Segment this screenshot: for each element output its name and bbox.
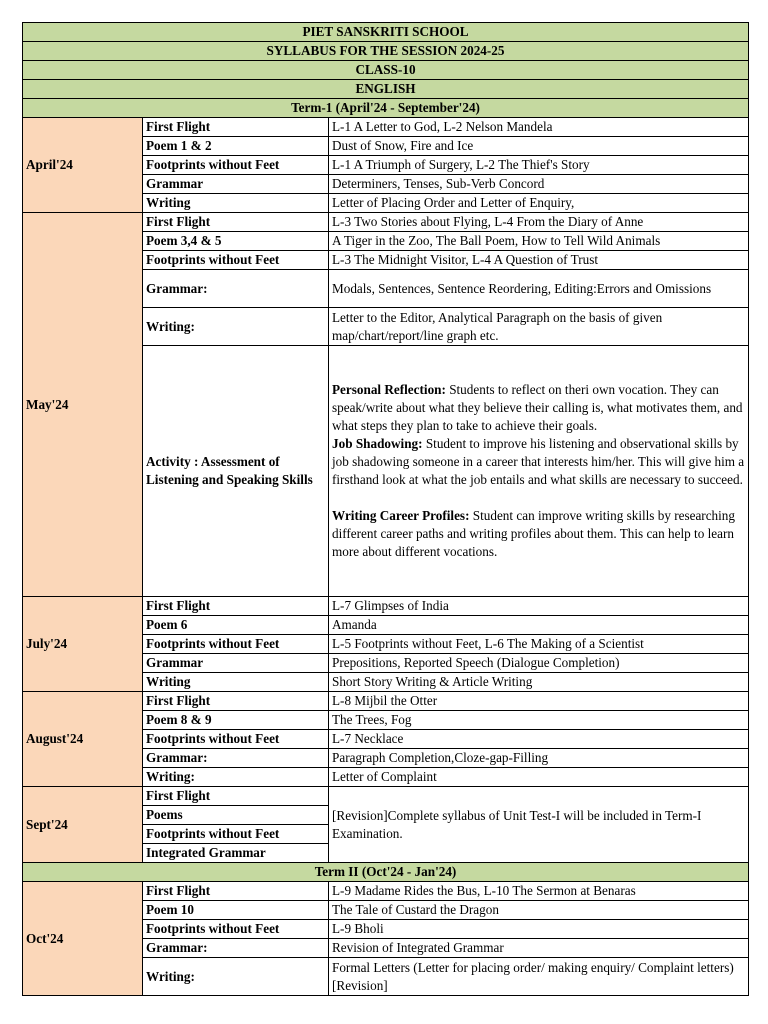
subject-cell: Poem 8 & 9 [143,711,329,730]
table-row [23,882,749,901]
subject-cell: Poem 10 [143,901,329,920]
subject-cell: Grammar: [143,270,329,308]
subject-cell: Footprints without Feet [143,251,329,270]
term2-heading: Term II (Oct'24 - Jan'24) [23,863,749,882]
subject-cell: First Flight [143,787,329,806]
personal-reflection-text: Students to reflect on theri own vocation. They can speak/write about what they believe their calling is, what motivates them, and what steps they plan to take to achieve their goals. [332,382,743,433]
subject-cell: Footprints without Feet [143,825,329,844]
month-sept: Sept'24 [23,787,143,863]
content-cell: Revision of Integrated Grammar [329,939,749,958]
subject-cell: First Flight [143,597,329,616]
month-may: May'24 [23,213,143,597]
job-shadowing-paragraph [332,435,745,489]
content-cell: Letter of Complaint [329,768,749,787]
subject-cell: Grammar: [143,939,329,958]
subject-cell: First Flight [143,692,329,711]
content-cell: L-1 A Letter to God, L-2 Nelson Mandela [329,118,749,137]
career-profiles-text: Student can improve writing skills by researching different career paths and writing profiles about them. This can help to learn more about different vocations. [332,508,735,559]
table-row [23,118,749,137]
content-cell: Determiners, Tenses, Sub-Verb Concord [329,175,749,194]
subject-cell: Writing [143,194,329,213]
month-july: July'24 [23,597,143,692]
paragraph-spacer [332,489,745,507]
content-cell: L-1 A Triumph of Surgery, L-2 The Thief's Story [329,156,749,175]
career-profiles-paragraph [332,507,745,561]
content-cell: Prepositions, Reported Speech (Dialogue Completion) [329,654,749,673]
content-cell: L-3 Two Stories about Flying, L-4 From the Diary of Anne [329,213,749,232]
personal-reflection-paragraph [332,381,745,435]
content-cell: The Trees, Fog [329,711,749,730]
month-august: August'24 [23,692,143,787]
content-cell: Paragraph Completion,Cloze-gap-Filling [329,749,749,768]
activity-description [329,346,749,597]
subject-title: ENGLISH [23,80,749,99]
table-row [23,213,749,232]
activity-label: Activity : Assessment of Listening and Speaking Skills [143,346,329,597]
school-name: PIET SANSKRITI SCHOOL [23,23,749,42]
content-cell: Short Story Writing & Article Writing [329,673,749,692]
subject-cell: Writing [143,673,329,692]
month-april: April'24 [23,118,143,213]
content-cell: Modals, Sentences, Sentence Reordering, Editing:Errors and Omissions [329,270,749,308]
sept-revision-line2: Examination. [332,825,403,841]
subject-cell: Footprints without Feet [143,730,329,749]
content-cell: L-3 The Midnight Visitor, L-4 A Question of Trust [329,251,749,270]
subject-cell: Poem 6 [143,616,329,635]
personal-reflection-heading: Personal Reflection: [332,382,446,397]
session-title: SYLLABUS FOR THE SESSION 2024-25 [23,42,749,61]
subject-cell: First Flight [143,118,329,137]
content-cell: Dust of Snow, Fire and Ice [329,137,749,156]
content-cell: L-8 Mijbil the Otter [329,692,749,711]
subject-cell: Grammar [143,654,329,673]
subject-cell: Writing: [143,958,329,996]
subject-cell: Writing: [143,768,329,787]
subject-cell: Poems [143,806,329,825]
subject-cell: First Flight [143,213,329,232]
content-cell: L-9 Bholi [329,920,749,939]
content-cell: L-5 Footprints without Feet, L-6 The Making of a Scientist [329,635,749,654]
subject-cell: Footprints without Feet [143,635,329,654]
syllabus-table [22,22,749,996]
career-profiles-heading: Writing Career Profiles: [332,508,470,523]
content-cell: L-7 Glimpses of India [329,597,749,616]
content-cell: Formal Letters (Letter for placing order/ making enquiry/ Complaint letters) [Revision] [329,958,749,996]
content-cell: The Tale of Custard the Dragon [329,901,749,920]
subject-cell: Footprints without Feet [143,156,329,175]
subject-cell: Poem 3,4 & 5 [143,232,329,251]
content-cell: L-7 Necklace [329,730,749,749]
subject-cell: Grammar [143,175,329,194]
subject-cell: Integrated Grammar [143,844,329,863]
content-cell: Letter of Placing Order and Letter of Enquiry, [329,194,749,213]
term1-heading: Term-1 (April'24 - September'24) [23,99,749,118]
sept-revision-line1: [Revision]Complete syllabus of Unit Test-I will be included in Term-I [332,807,702,823]
content-cell: L-9 Madame Rides the Bus, L-10 The Sermon at Benaras [329,882,749,901]
content-cell: A Tiger in the Zoo, The Ball Poem, How to Tell Wild Animals [329,232,749,251]
subject-cell: Grammar: [143,749,329,768]
table-row [23,787,749,806]
job-shadowing-text: Student to improve his listening and observational skills by job shadowing someone in a career that interests him/her. This will give him a firsthand look at what the job entails and what skills are necessary to succeed. [332,436,745,487]
sept-revision-note [329,787,749,863]
job-shadowing-heading: Job Shadowing: [332,436,423,451]
table-row [23,692,749,711]
subject-cell: First Flight [143,882,329,901]
month-oct: Oct'24 [23,882,143,996]
content-cell: Letter to the Editor, Analytical Paragraph on the basis of given map/chart/report/line graph etc. [329,308,749,346]
content-cell: Amanda [329,616,749,635]
class-title: CLASS-10 [23,61,749,80]
subject-cell: Poem 1 & 2 [143,137,329,156]
subject-cell: Writing: [143,308,329,346]
subject-cell: Footprints without Feet [143,920,329,939]
table-row [23,597,749,616]
